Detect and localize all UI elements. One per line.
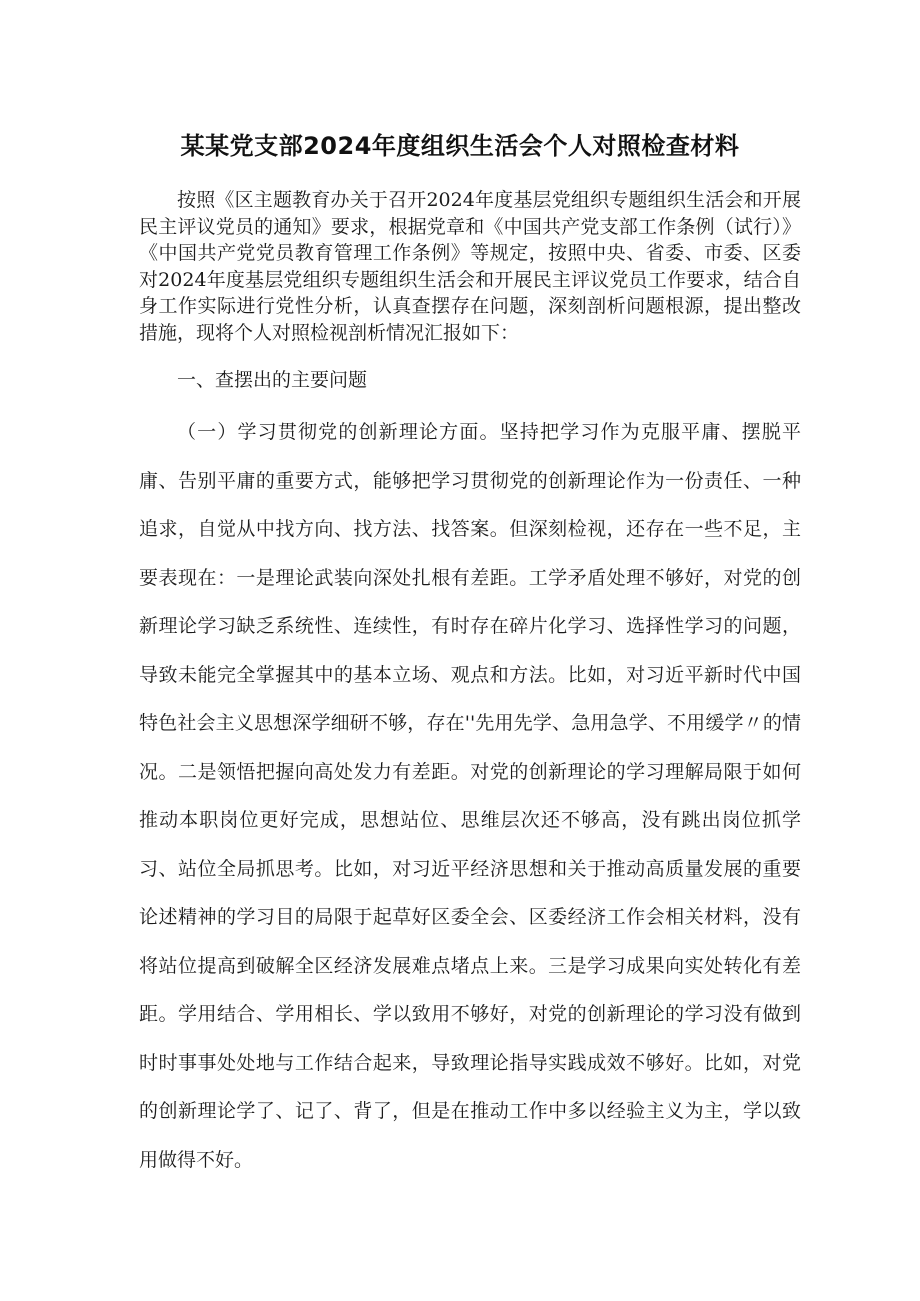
document-title: 某某党支部2024年度组织生活会个人对照检查材料 xyxy=(180,132,740,160)
body-paragraph: （一）学习贯彻党的创新理论方面。坚持把学习作为克服平庸、摆脱平庸、告别平庸的重要方式，能够把学习贯彻党的创新理论作为一份责任、一种追求，自觉从中找方向、找方法、找答案。但深刻检视，还存在一些不足，主要表现在：一是理论武装向深处扎根有差距。工学矛盾处理不够好，对党的创新理论学习缺乏系统性、连续性，有时存在碎片化学习、选择性学习的问题，导致未能完全掌握其中的基本立场、观点和方法。比如，对习近平新时代中国特色社会主义思想深学细研不够，存在''先用先学、急用急学、不用缓学〃的情况。二是领悟把握向高处发力有差距。对党的创新理论的学习理解局限于如何推动本职岗位更好完成，思想站位、思维层次还不够高，没有跳出岗位抓学习、站位全局抓思考。比如，对习近平经济思想和关于推动高质量发展的重要论述精神的学习目的局限于起草好区委全会、区委经济工作会相关材料，没有将站位提高到破解全区经济发展难点堵点上来。三是学习成果向实处转化有差距。学用结合、学用相长、学以致用不够好，对党的创新理论的学习没有做到时时事事处处地与工作结合起来，导致理论指导实践成效不够好。比如，对党的创新理论学了、记了、背了，但是在推动工作中多以经验主义为主，学以致用做得不好。 xyxy=(139,421,801,1171)
intro-paragraph: 按照《区主题教育办关于召开2024年度基层党组织专题组织生活会和开展民主评议党员的通知》要求，根据党章和《中国共产党支部工作条例（试行）》《中国共产党党员教育管理工作条例》等规定，按照中央、省委、市委、区委对2024年度基层党组织专题组织生活会和开展民主评议党员工作要求，结合自身工作实际进行党性分析，认真查摆存在问题，深刻剖析问题根源，提出整改措施，现将个人对照检视剖析情况汇报如下： xyxy=(139,189,801,344)
section-heading: 一、查摆出的主要问题 xyxy=(177,369,368,391)
